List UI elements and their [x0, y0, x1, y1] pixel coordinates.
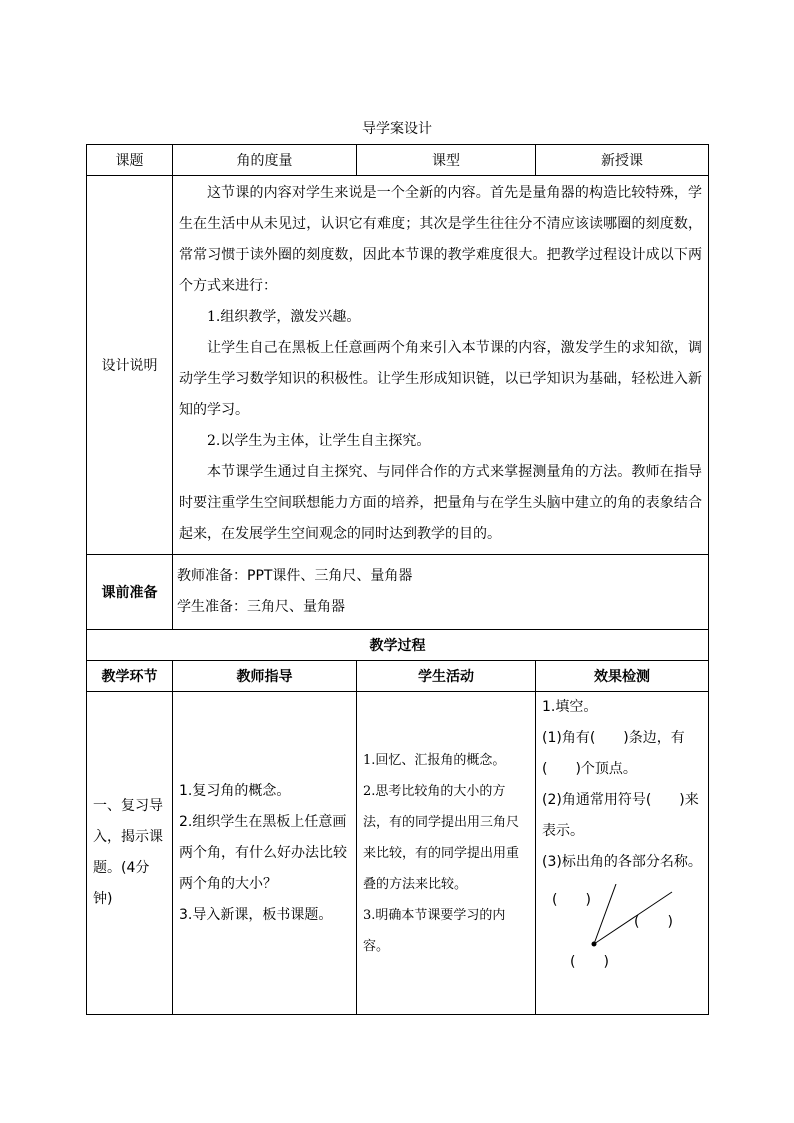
prep-label: 课前准备: [87, 555, 173, 630]
angle-vertex-dot: [592, 942, 597, 947]
design-paragraph: 本节课学生通过自主探究、与同伴合作的方式来掌握测量角的方法。教师在指导时要注重学生空间联想能力方面的培养，把量角与在学生头脑中建立的角的表象结合起来，在发展学生空间观念的同时达到教学的目的。: [179, 464, 702, 542]
design-label: 设计说明: [87, 176, 173, 555]
prep-row: [87, 555, 709, 630]
teacher-item: 3.导入新课，板书课题。: [179, 906, 333, 923]
check-item: (2)角通常用符号( )来表示。: [542, 792, 699, 839]
subject-label: 课题: [87, 145, 173, 176]
design-content: [173, 176, 709, 555]
teacher-guidance-cell: [173, 692, 357, 1015]
document-title: 导学案设计: [362, 121, 432, 137]
student-item: 1.回忆、汇报角的概念。: [363, 752, 506, 768]
diagram-label-edge: ( ): [634, 914, 673, 930]
student-item: 3.明确本节课要学习的内容。: [363, 907, 506, 954]
prep-content: [173, 555, 709, 630]
design-paragraph: 2.以学生为主体，让学生自主探究。: [207, 433, 431, 449]
type-label: 课型: [357, 145, 536, 176]
check-item: (1)角有( )条边，有( )个顶点。: [542, 730, 685, 777]
diagram-label-vertex: ( ): [570, 954, 609, 970]
diagram-label-edge: ( ): [552, 892, 591, 908]
process-title-row: [87, 630, 709, 661]
header-row: [87, 145, 709, 176]
subject-value: 角的度量: [173, 145, 357, 176]
student-item: 2.思考比较角的大小的方法，有的同学提出用三角尺来比较，有的同学提出用重叠的方法来比较。: [363, 783, 520, 892]
stage-cell: 一、复习导入，揭示课题。(4分钟): [87, 692, 173, 1015]
check-item: (3)标出角的各部分名称。: [542, 854, 702, 870]
column-header: 教学环节: [87, 661, 173, 692]
angle-diagram: [542, 884, 702, 970]
design-paragraph: 这节课的内容对学生来说是一个全新的内容。首先是量角器的构造比较特殊，学生在生活中从未见过，认识它有难度；其次是学生往往分不清应该读哪圈的刻度数，常常习惯于读外圈的刻度数，因此本节课的教学难度很大。把教学过程设计成以下两个方式来进行：: [179, 185, 702, 294]
check-item: 1.填空。: [542, 699, 598, 715]
teacher-item: 2.组织学生在黑板上任意画两个角，有什么好办法比较两个角的大小？: [179, 813, 347, 892]
column-header: 学生活动: [357, 661, 536, 692]
design-row: [87, 176, 709, 555]
teacher-item: 1.复习角的概念。: [179, 782, 291, 799]
prep-teacher: 教师准备：PPT课件、三角尺、量角器: [177, 568, 413, 584]
angle-edge-line: [594, 884, 616, 944]
student-activity-cell: [357, 692, 536, 1015]
design-paragraph: 1.组织教学，激发兴趣。: [207, 309, 361, 325]
lesson-plan-table: [86, 144, 709, 1015]
effect-check-cell: [536, 692, 709, 1015]
process-column-headers: [87, 661, 709, 692]
design-paragraph: 让学生自己在黑板上任意画两个角来引入本节课的内容，激发学生的求知欲，调动学生学习数学知识的积极性。让学生形成知识链，以已学知识为基础，轻松进入新知的学习。: [179, 340, 702, 418]
prep-student: 学生准备：三角尺、量角器: [177, 599, 345, 615]
process-title: 教学过程: [87, 630, 709, 661]
type-value: 新授课: [536, 145, 709, 176]
column-header: 效果检测: [536, 661, 709, 692]
column-header: 教师指导: [173, 661, 357, 692]
process-row: [87, 692, 709, 1015]
